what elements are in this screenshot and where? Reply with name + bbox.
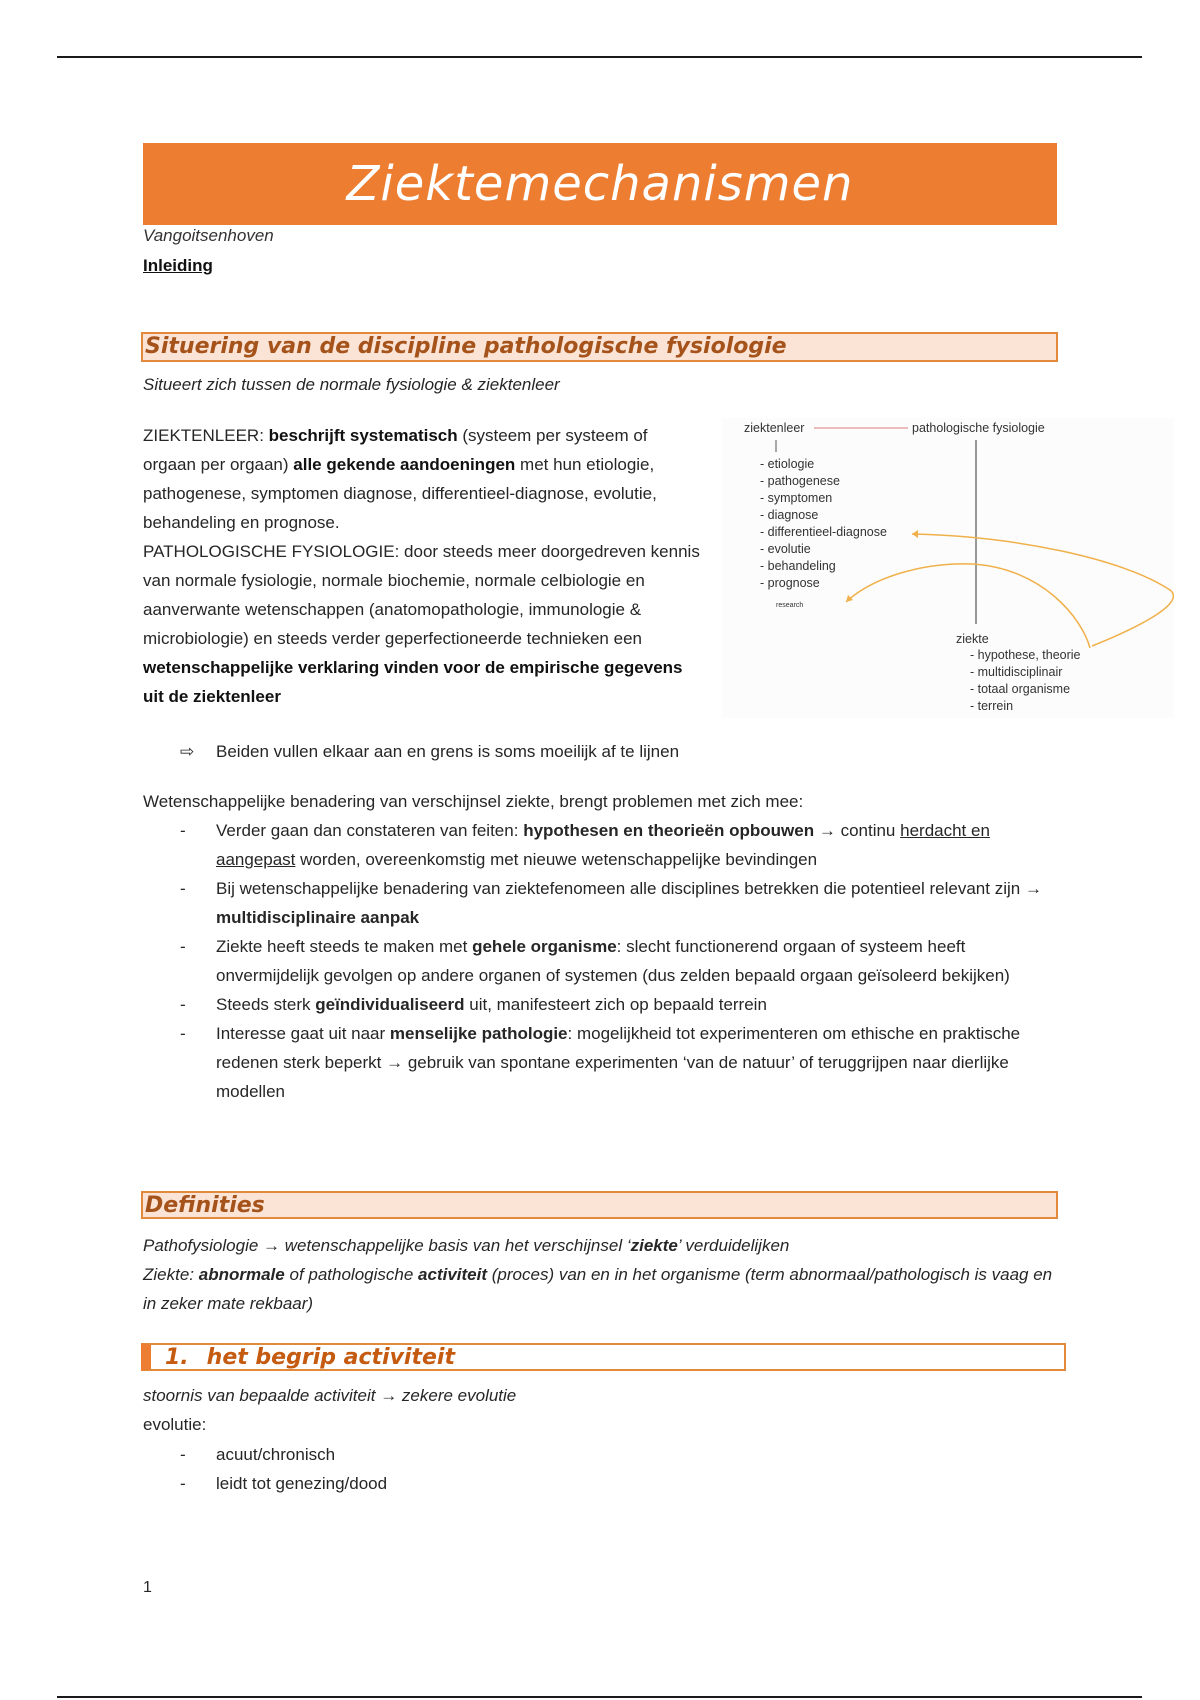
diagram-item: - behandeling	[760, 559, 836, 573]
intro-link[interactable]: Inleiding	[143, 256, 213, 275]
diagram-curve-right	[912, 534, 1173, 646]
list-item: - leidt tot genezing/dood	[143, 1469, 1063, 1498]
section-heading-situering: Situering van de discipline pathologische fysiologie	[141, 332, 1058, 362]
page-number: 1	[143, 1579, 152, 1596]
problems-list	[143, 816, 1063, 1106]
diagram-ziekte-item: - hypothese, theorie	[970, 648, 1081, 662]
problems-lead: Wetenschappelijke benadering van verschijnsel ziekte, brengt problemen met zich mee:	[143, 792, 804, 811]
ziektenleer-diagram	[722, 418, 1174, 718]
list-item: - Ziekte heeft steeds te maken met gehele organisme: slecht functionerend orgaan of systeem heeft onvermijdelijk gevolgen op andere organen of systemen (dus zelden bepaald orgaan geïsoleerd bekijken)	[143, 932, 1063, 990]
diagram-ziekte-item: - multidisciplinair	[970, 665, 1063, 679]
arrow-list-item: ⇨ Beiden vullen elkaar aan en grens is soms moeilijk af te lijnen	[180, 737, 679, 766]
diagram-ziekte-item: - terrein	[970, 699, 1014, 713]
diagram-item: - pathogenese	[760, 474, 840, 488]
diagram-item: - differentieel-diagnose	[760, 525, 887, 539]
section-heading-activiteit: 1. het begrip activiteit	[141, 1343, 1066, 1371]
list-item: - Verder gaan dan constateren van feiten: hypothesen en theorieën opbouwen → continu herdacht en aangepast worden, overeenkomstig met nieuwe wetenschappelijke bevindingen	[143, 816, 1063, 874]
diagram-left-title: ziektenleer	[744, 421, 805, 435]
paragraph-ziektenleer: ZIEKTENLEER: beschrijft systematisch (systeem per systeem of orgaan per orgaan) alle gekende aandoeningen met hun etiologie, pathogenese, symptomen diagnose, differentieel-diagnose, evolutie, behandeling en prognose. PATHOLOGISCHE FYSIOLOGIE: door steeds meer doorgedreven kennis van normale fysiologie, normale biochemie, normale celbiologie en aanverwante wetenschappen (anatomopathologie, immunologie & microbiologie) en steeds verder geperfectioneerde technieken een wetenschappelijke verklaring vinden voor de empirische gegevens uit de ziektenleer	[143, 426, 700, 706]
arrow-bullet-icon: ⇨	[180, 742, 195, 761]
diagram-item: - symptomen	[760, 491, 833, 505]
section-subtitle: Situeert zich tussen de normale fysiologie & ziektenleer	[143, 375, 560, 394]
document-title: Ziektemechanismen	[143, 143, 1057, 225]
definitions-paragraph: Pathofysiologie → wetenschappelijke basis van het verschijnsel ‘ziekte’ verduidelijken Ziekte: abnormale of pathologische activiteit (proces) van en in het organisme (term abnormaal/pathologisch is vaag en in zeker mate rekbaar)	[143, 1236, 1053, 1313]
bottom-rule	[57, 1696, 1142, 1698]
diagram-research: research	[776, 602, 804, 609]
diagram-item: - evolutie	[760, 542, 811, 556]
section-number: 1.	[165, 1345, 189, 1370]
activity-paragraph: stoornis van bepaalde activiteit → zekere evolutie evolutie:	[143, 1386, 517, 1434]
diagram-ziekte-item: - totaal organisme	[970, 682, 1071, 696]
diagram-right-title: pathologische fysiologie	[912, 421, 1045, 435]
evolution-list	[143, 1440, 1063, 1498]
diagram-item: - etiologie	[760, 457, 815, 471]
top-rule	[57, 56, 1142, 58]
section-heading-definities: Definities	[141, 1191, 1058, 1219]
list-item: - Steeds sterk geïndividualiseerd uit, manifesteert zich op bepaald terrein	[143, 990, 1063, 1019]
diagram-item: - diagnose	[760, 508, 819, 522]
list-item: - Bij wetenschappelijke benadering van ziektefenomeen alle disciplines betrekken die potentieel relevant zijn → multidisciplinaire aanpak	[143, 874, 1063, 932]
list-item: - acuut/chronisch	[143, 1440, 1063, 1469]
diagram-ziekte: ziekte	[956, 632, 989, 646]
author: Vangoitsenhoven	[143, 226, 274, 245]
diagram-item: - prognose	[760, 576, 820, 590]
list-item: - Interesse gaat uit naar menselijke pathologie: mogelijkheid tot experimenteren om ethische en praktische redenen sterk beperkt → gebruik van spontane experimenten ‘van de natuur’ of teruggrijpen naar dierlijke modellen	[143, 1019, 1063, 1106]
